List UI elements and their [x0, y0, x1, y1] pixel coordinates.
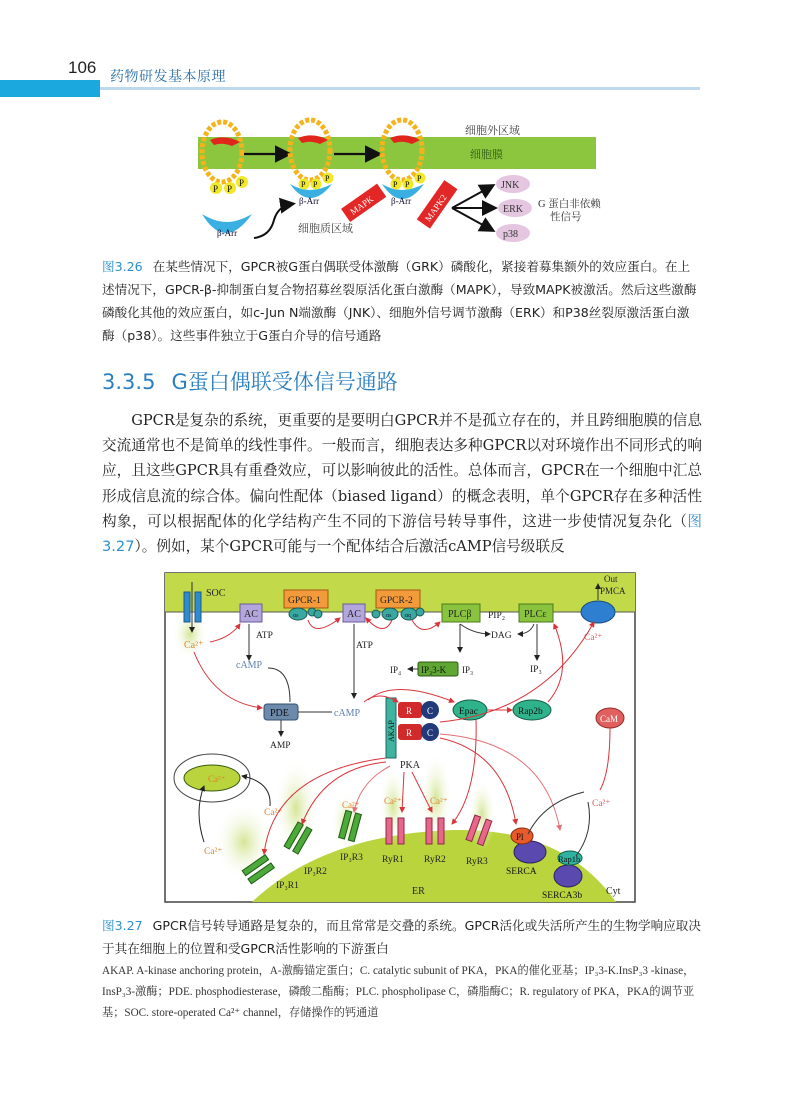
svg-text:IP₃R1: IP₃R1 — [276, 881, 299, 891]
svg-text:C: C — [427, 706, 434, 716]
svg-text:P: P — [405, 180, 410, 189]
figure-reference-link[interactable]: 图3.27 — [102, 512, 702, 556]
svg-text:RyR3: RyR3 — [466, 857, 488, 867]
svg-text:β-Arr: β-Arr — [299, 196, 320, 206]
svg-text:AC: AC — [244, 609, 258, 620]
svg-text:AKAP: AKAP — [387, 720, 396, 742]
figure-3-27-diagram — [164, 572, 636, 904]
svg-text:ERK: ERK — [503, 204, 523, 215]
section-number: 3.3.5 — [102, 370, 156, 394]
svg-text:GPCR-1: GPCR-1 — [288, 596, 321, 606]
svg-text:Ca²⁺: Ca²⁺ — [584, 633, 603, 643]
svg-text:ATP: ATP — [256, 631, 273, 641]
caption-text: 在某些情况下，GPCR被G蛋白偶联受体激酶（GRK）磷酸化，紧接着募集额外的效应蛋白。在上述情况下，GPCR-β-抑制蛋白复合物招募丝裂原活化蛋白激酶（MAPK），导致MAPK被激活。然后这些激酶磷酸化其他的效应蛋白，如c-Jun N端激酶（JNK）、细胞外信号调节激酶（ERK）和P38丝裂原激活蛋白激酶（p38）。这些事件独立于G蛋白介导的信号通路 — [102, 259, 697, 343]
svg-text:IP₃R3: IP₃R3 — [340, 853, 363, 863]
svg-text:Ca²⁺: Ca²⁺ — [204, 847, 223, 857]
svg-text:IP₃: IP₃ — [462, 665, 474, 675]
svg-text:PDE: PDE — [270, 708, 289, 719]
svg-text:PIP₂: PIP₂ — [488, 611, 506, 621]
svg-text:P: P — [393, 180, 398, 189]
svg-text:Ca²⁺: Ca²⁺ — [592, 799, 611, 809]
svg-text:IP₃R2: IP₃R2 — [304, 867, 327, 877]
mapk-box — [341, 184, 386, 222]
svg-text:性信号: 性信号 — [550, 212, 582, 223]
svg-text:AC: AC — [347, 609, 361, 620]
svg-text:Epac: Epac — [459, 707, 478, 717]
svg-text:Rap2b: Rap2b — [518, 707, 543, 717]
svg-text:cAMP: cAMP — [236, 660, 263, 671]
figure-3-27-abbreviations: AKAP. A-kinase anchoring protein，A-激酶锚定蛋白；C. catalytic subunit of PKA，PKA的催化亚基；IP₃3-K.InsP₃3 -kinase，InsP₃3-激酶；PDE. phosphodiesterase，磷酸二酯酶；PLC. phospholipase C，磷脂酶C；R. regulatory of PKA，PKA的调节亚基；SOC. store-operated Ca²⁺ channel，存储操作的钙通道 — [102, 965, 695, 1019]
figure-number: 图3.27 — [102, 918, 143, 933]
figure-3-27-caption — [102, 914, 702, 960]
free-beta-arrestin — [202, 204, 292, 238]
svg-text:C: C — [427, 728, 434, 738]
svg-text:Ca²⁺: Ca²⁺ — [430, 796, 448, 806]
pmca — [581, 601, 615, 623]
svg-text:R: R — [406, 728, 413, 738]
membrane-label: 细胞膜 — [470, 149, 503, 161]
svg-text:RyR2: RyR2 — [424, 855, 446, 865]
section-heading — [102, 366, 398, 396]
svg-text:Pl: Pl — [516, 832, 524, 842]
running-title: 药物研发基本原理 — [110, 69, 226, 85]
svg-text:β-Arr: β-Arr — [391, 196, 412, 206]
svg-text:JNK: JNK — [501, 180, 520, 191]
header-rule — [100, 87, 700, 90]
svg-text:P: P — [417, 174, 422, 183]
figure-3-26-caption — [102, 255, 702, 347]
svg-text:P: P — [325, 174, 330, 183]
ryr2-channel — [426, 818, 432, 844]
cytoplasm-label: 细胞质区域 — [298, 223, 353, 235]
ryr1-channel — [386, 818, 392, 844]
svg-text:αs: αs — [293, 613, 299, 619]
serca3b — [554, 865, 582, 887]
svg-text:P: P — [227, 184, 233, 194]
svg-text:SERCA3b: SERCA3b — [542, 891, 583, 901]
svg-text:MAPK2: MAPK2 — [422, 192, 449, 224]
svg-text:PLCε: PLCε — [524, 609, 547, 620]
svg-text:p38: p38 — [503, 229, 518, 240]
mapk2-box — [417, 180, 458, 228]
svg-text:IP₄: IP₄ — [390, 665, 402, 675]
svg-text:IP₃3-K: IP₃3-K — [421, 665, 447, 675]
svg-text:Out: Out — [604, 574, 618, 584]
body-paragraph: GPCR是复杂的系统，更重要的是要明白GPCR并不是孤立存在的，并且跨细胞膜的信息交流通常也不是简单的线性事件。一般而言，细胞表达多种GPCR以对环境作出不同形式的响应，且这些GPCR具有重叠效应，可以影响彼此的活性。总体而言，GPCR在一个细胞中汇总形成信息流的综合体。偏向性配体（biased ligand）的概念表明，单个GPCR存在多种活性构象，可以根据配体的化学结构产生不同的下游信号转导事件，这进一步使情况复杂化（图3.27）。例如，某个GPCR可能与一个配体结合后激活cAMP信号级联反 — [102, 412, 702, 556]
svg-text:GPCR-2: GPCR-2 — [380, 596, 413, 606]
svg-text:Cyt: Cyt — [606, 886, 621, 897]
svg-text:Ca²⁺: Ca²⁺ — [208, 774, 226, 784]
serca — [514, 841, 546, 863]
section-title: G蛋白偶联受体信号通路 — [171, 370, 398, 394]
svg-text:ER: ER — [412, 886, 425, 897]
svg-text:αq: αq — [405, 613, 412, 619]
extracellular-label: 细胞外区域 — [465, 125, 520, 137]
svg-text:ATP: ATP — [356, 641, 373, 651]
svg-text:P: P — [213, 184, 219, 194]
svg-text:P: P — [239, 178, 245, 188]
figure-3-26-diagram — [170, 112, 630, 252]
svg-text:CaM: CaM — [600, 714, 618, 724]
svg-text:IP₃: IP₃ — [530, 665, 542, 675]
svg-text:PLCβ: PLCβ — [448, 609, 472, 620]
figure-number: 图3.26 — [102, 259, 143, 274]
svg-text:PMCA: PMCA — [600, 586, 626, 596]
svg-text:β-Arr: β-Arr — [217, 228, 238, 238]
svg-text:P: P — [313, 180, 318, 189]
svg-text:PKA: PKA — [400, 760, 421, 771]
svg-text:RyR1: RyR1 — [382, 855, 404, 865]
svg-text:αs: αs — [386, 613, 392, 619]
svg-text:SERCA: SERCA — [506, 867, 537, 877]
svg-text:AMP: AMP — [270, 741, 291, 751]
caption-text: GPCR信号转导通路是复杂的，而且常常是交叠的系统。GPCR活化或失活所产生的生物学响应取决于其在细胞上的位置和受GPCR活性影响的下游蛋白 — [102, 918, 701, 956]
svg-text:Ca²⁺: Ca²⁺ — [184, 640, 204, 651]
svg-text:DAG: DAG — [491, 631, 512, 641]
svg-text:Rap1b: Rap1b — [558, 854, 581, 864]
svg-text:R: R — [406, 706, 413, 716]
svg-text:Ca²⁺: Ca²⁺ — [342, 800, 360, 810]
soc-label: SOC — [206, 588, 226, 599]
svg-text:Ca²⁺: Ca²⁺ — [264, 808, 283, 818]
header-accent-bar — [0, 80, 100, 97]
g-independent-label: G 蛋白非依赖 — [538, 199, 601, 210]
svg-text:P: P — [301, 180, 306, 189]
svg-text:cAMP: cAMP — [334, 708, 361, 719]
svg-text:Ca²⁺: Ca²⁺ — [384, 796, 402, 806]
svg-text:MAPK: MAPK — [348, 193, 376, 217]
page-number: 106 — [68, 58, 97, 77]
